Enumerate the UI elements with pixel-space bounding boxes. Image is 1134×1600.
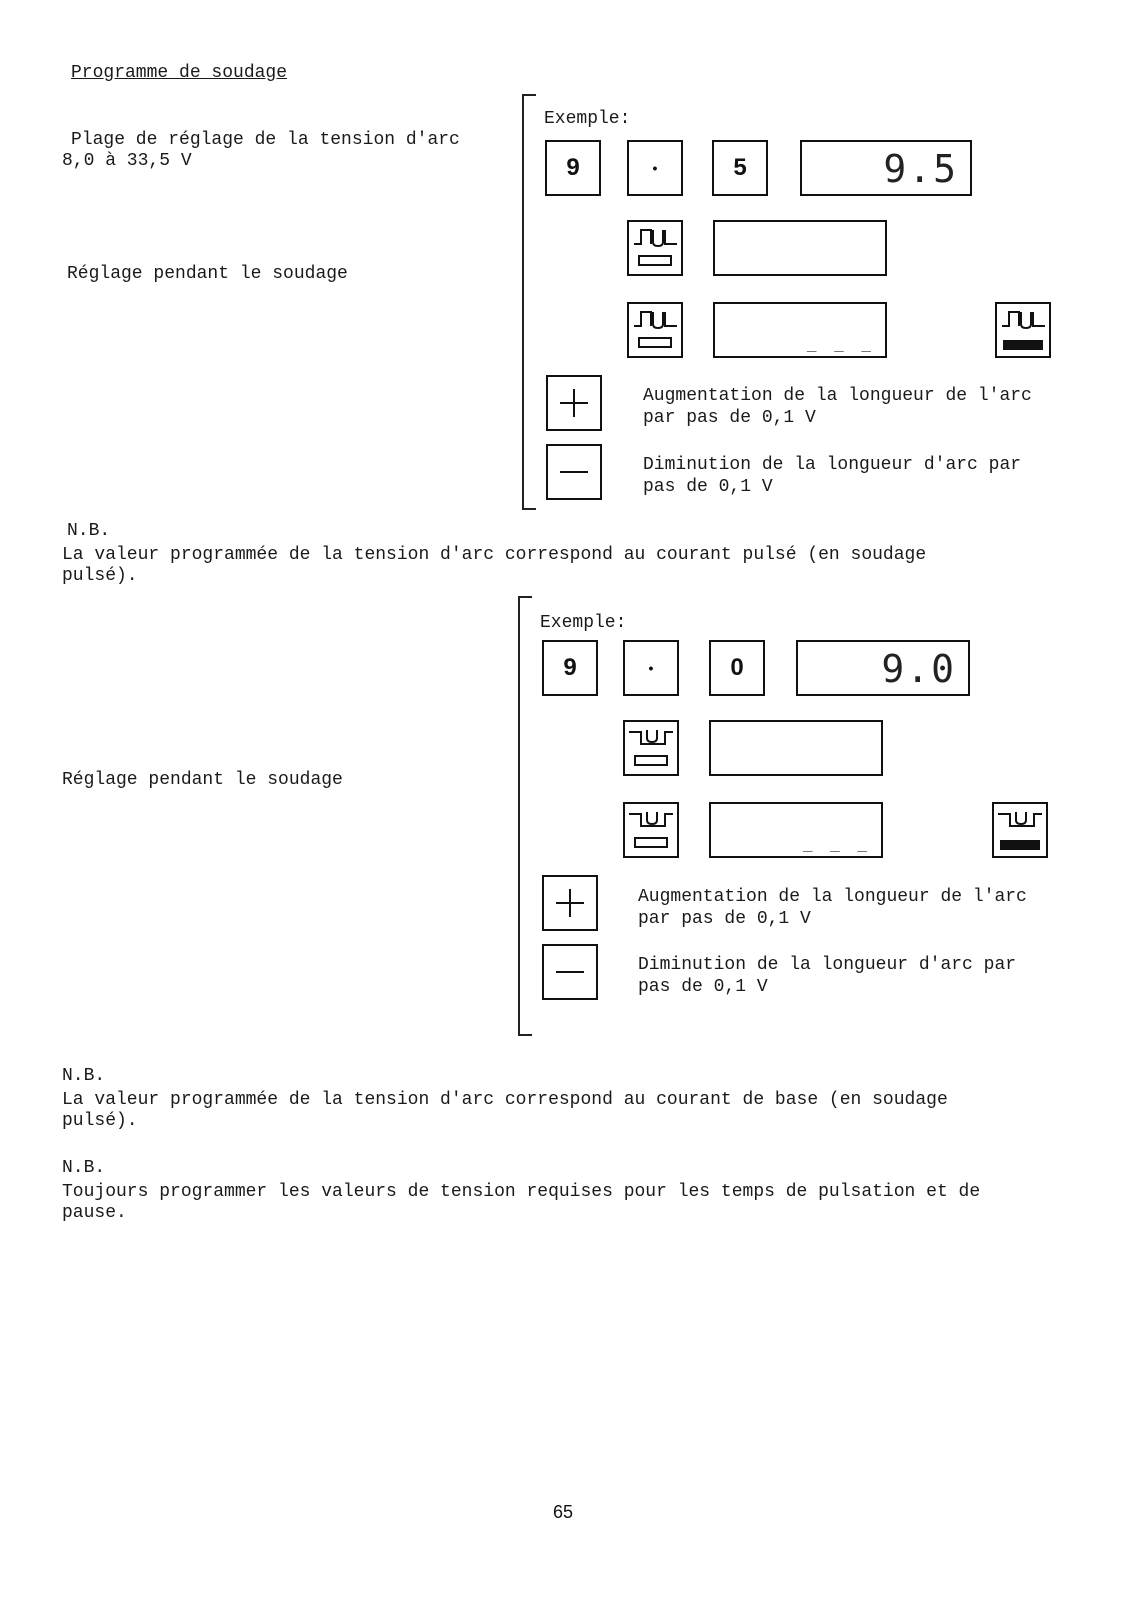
plus-text-2a: Augmentation de la longueur de l'arc (638, 887, 1027, 907)
base-current-key[interactable] (623, 720, 679, 776)
display-dash: _ _ _ (802, 833, 871, 852)
plus-text-2b: par pas de 0,1 V (638, 909, 811, 929)
minus-text-1: Diminution de la longueur d'arc par (643, 455, 1022, 475)
base-current-icon (625, 722, 677, 774)
key-9[interactable]: 9 (545, 140, 601, 196)
adjust-label-1: Réglage pendant le soudage (67, 264, 348, 284)
base-current-key-2[interactable] (623, 802, 679, 858)
minus-icon (544, 946, 596, 998)
example-label-1: Exemple: (544, 109, 631, 129)
minus-icon (548, 446, 600, 498)
key-0[interactable]: 0 (709, 640, 765, 696)
nb-label-1: N.B. (67, 521, 111, 541)
voltage-display-1 (800, 140, 972, 196)
base-current-icon (625, 804, 677, 856)
program-display-1a (713, 220, 887, 276)
key-point[interactable]: • (627, 140, 683, 196)
plus-icon (544, 877, 596, 929)
nb-line2-1: pulsé). (62, 566, 138, 586)
minus-button-2[interactable] (542, 944, 598, 1000)
key-point-b[interactable]: • (623, 640, 679, 696)
minus-text-2a: Diminution de la longueur d'arc par (638, 955, 1017, 975)
final-note-line1: Toujours programmer les valeurs de tension requises pour les temps de pulsation et de (62, 1182, 981, 1202)
plus-text-2: par pas de 0,1 V (643, 408, 816, 428)
nb-label-2: N.B. (62, 1066, 106, 1086)
minus-text-2b: pas de 0,1 V (638, 977, 768, 997)
display-dash: _ _ _ (806, 333, 875, 352)
pulse-current-indicator (995, 302, 1051, 358)
minus-text-2: pas de 0,1 V (643, 477, 773, 497)
example-bracket-2 (518, 598, 520, 1034)
program-display-1b (713, 302, 887, 358)
pulse-current-icon (629, 304, 681, 356)
display-value: 9.0 (881, 647, 956, 691)
program-display-2b (709, 802, 883, 858)
adjust-label-2: Réglage pendant le soudage (62, 770, 343, 790)
key-9-b[interactable]: 9 (542, 640, 598, 696)
base-current-indicator (992, 802, 1048, 858)
range-value: 8,0 à 33,5 V (62, 151, 192, 171)
nb-label-3: N.B. (62, 1158, 106, 1178)
voltage-display-2 (796, 640, 970, 696)
program-display-2a (709, 720, 883, 776)
plus-button-2[interactable] (542, 875, 598, 931)
base-current-lit-icon (994, 804, 1046, 856)
key-5[interactable]: 5 (712, 140, 768, 196)
plus-text-1: Augmentation de la longueur de l'arc (643, 386, 1032, 406)
pulse-current-key[interactable] (627, 220, 683, 276)
example-label-2: Exemple: (540, 613, 627, 633)
nb-line2-2: pulsé). (62, 1111, 138, 1131)
page-number: 65 (553, 1502, 574, 1522)
minus-button-1[interactable] (546, 444, 602, 500)
pulse-current-icon (629, 222, 681, 274)
final-note-line2: pause. (62, 1203, 127, 1223)
pulse-current-lit-icon (997, 304, 1049, 356)
plus-icon (548, 377, 600, 429)
display-value: 9.5 (883, 147, 958, 191)
plus-button-1[interactable] (546, 375, 602, 431)
nb-line1-2: La valeur programmée de la tension d'arc correspond au courant de base (en soudage (62, 1090, 948, 1110)
nb-line1-1: La valeur programmée de la tension d'arc correspond au courant pulsé (en soudage (62, 545, 927, 565)
pulse-current-key-2[interactable] (627, 302, 683, 358)
example-bracket-1 (522, 96, 524, 508)
page-title: Programme de soudage (71, 63, 288, 83)
range-label: Plage de réglage de la tension d'arc (71, 130, 460, 150)
